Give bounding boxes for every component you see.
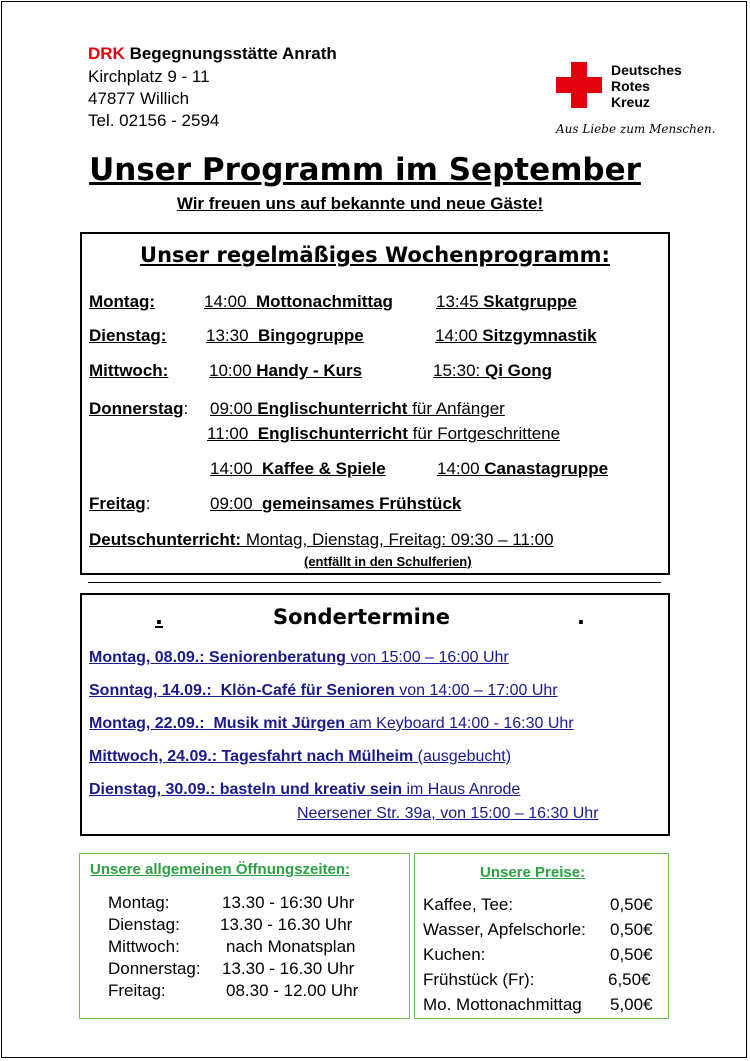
address-street: Kirchplatz 9 - 11: [88, 67, 210, 86]
hours-day: Dienstag:: [108, 915, 180, 934]
weekly-day-donnerstag: Donnerstag:: [89, 399, 189, 418]
price-value: 6,50€: [608, 970, 651, 989]
price-value: 0,50€: [610, 895, 653, 914]
hours-time: nach Monatsplan: [226, 937, 356, 956]
weekly-entry-donnerstag-1: 09:00 Englischunterricht für Anfänger: [210, 399, 505, 418]
price-value: 0,50€: [610, 920, 653, 939]
special-event-2: Sonntag, 14.09.: Klön-Café für Senioren von 14:00 – 17:00 Uhr: [89, 682, 558, 699]
logo-line-2: Rotes: [611, 78, 650, 94]
price-item: Kuchen:: [423, 945, 486, 964]
special-event-4: Mittwoch, 24.09.: Tagesfahrt nach Mülheim (ausgebucht): [89, 748, 512, 765]
logo-line-1: Deutsches: [611, 62, 682, 78]
special-event-5-address: Neersener Str. 39a, von 15:00 – 16:30 Uhr: [297, 805, 599, 822]
red-cross-icon: [556, 62, 602, 108]
weekly-day-montag: Montag:: [89, 292, 156, 311]
price-item: Mo. Mottonachmittag: [423, 995, 582, 1014]
logo-line-3: Kreuz: [611, 94, 650, 110]
weekly-entry-mittwoch-2: 15:30: Qi Gong: [433, 361, 553, 380]
weekly-entry-donnerstag-3: 14:00 Kaffee & Spiele: [210, 459, 386, 478]
weekly-entry-dienstag-1: 13:30 Bingogruppe: [206, 326, 364, 345]
weekly-entry-donnerstag-4: 14:00 Canastagruppe: [437, 459, 609, 478]
logo-slogan: Aus Liebe zum Menschen.: [556, 122, 716, 136]
opening-hours-title: Unsere allgemeinen Öffnungszeiten:: [90, 861, 351, 878]
hours-time: 13.30 - 16.30 Uhr: [222, 959, 355, 978]
price-value: 0,50€: [610, 945, 653, 964]
hours-day: Donnerstag:: [108, 959, 201, 978]
hours-day: Mittwoch:: [108, 937, 180, 956]
section-divider: [88, 582, 661, 583]
weekly-entry-montag-2: 13:45 Skatgruppe: [436, 292, 577, 311]
hours-day: Montag:: [108, 893, 170, 912]
weekly-entry-freitag-1: 09:00 gemeinsames Frühstück: [210, 494, 462, 513]
weekly-entry-montag-1: 14:00 Mottonachmittag: [204, 292, 393, 311]
price-item: Kaffee, Tee:: [423, 895, 514, 914]
organization-name: [88, 44, 337, 64]
address-phone: Tel. 02156 - 2594: [88, 111, 220, 130]
weekly-entry-mittwoch-1: 10:00 Handy - Kurs: [209, 361, 363, 380]
special-events-title: . Sondertermine .: [155, 605, 585, 629]
page-subtitle: Wir freuen uns auf bekannte und neue Gäste!: [176, 194, 544, 213]
german-lessons-line: Deutschunterricht: Montag, Dienstag, Freitag: 09:30 – 11:00: [89, 530, 554, 549]
page-title: Unser Programm im September: [89, 152, 641, 188]
price-value: 5,00€: [610, 995, 653, 1014]
weekly-program-title: Unser regelmäßiges Wochenprogramm:: [140, 243, 610, 267]
prices-title: Unsere Preise:: [480, 864, 586, 881]
hours-time: 13.30 - 16.30 Uhr: [220, 915, 353, 934]
address-city: 47877 Willich: [88, 89, 190, 108]
hours-day: Freitag:: [108, 981, 166, 1000]
org-prefix: DRK: [88, 44, 125, 63]
special-event-3: Montag, 22.09.: Musik mit Jürgen am Keyboard 14:00 - 16:30 Uhr: [89, 715, 574, 732]
price-item: Wasser, Apfelschorle:: [423, 920, 586, 939]
hours-time: 13.30 - 16:30 Uhr: [222, 893, 355, 912]
german-lessons-note: (entfällt in den Schulferien): [304, 554, 472, 569]
weekly-day-mittwoch: Mittwoch:: [89, 361, 169, 380]
price-item: Frühstück (Fr):: [423, 970, 535, 989]
special-event-5: Dienstag, 30.09.: basteln und kreativ sein im Haus Anrode: [89, 781, 521, 798]
weekly-day-dienstag: Dienstag:: [89, 326, 167, 345]
org-name: Begegnungsstätte Anrath: [129, 44, 337, 63]
special-event-1: Montag, 08.09.: Seniorenberatung von 15:00 – 16:00 Uhr: [89, 649, 509, 666]
weekly-day-freitag: Freitag:: [89, 494, 151, 513]
weekly-entry-donnerstag-2: 11:00 Englischunterricht für Fortgeschrittene: [207, 424, 561, 443]
hours-time: 08.30 - 12.00 Uhr: [226, 981, 359, 1000]
weekly-entry-dienstag-2: 14:00 Sitzgymnastik: [435, 326, 597, 345]
